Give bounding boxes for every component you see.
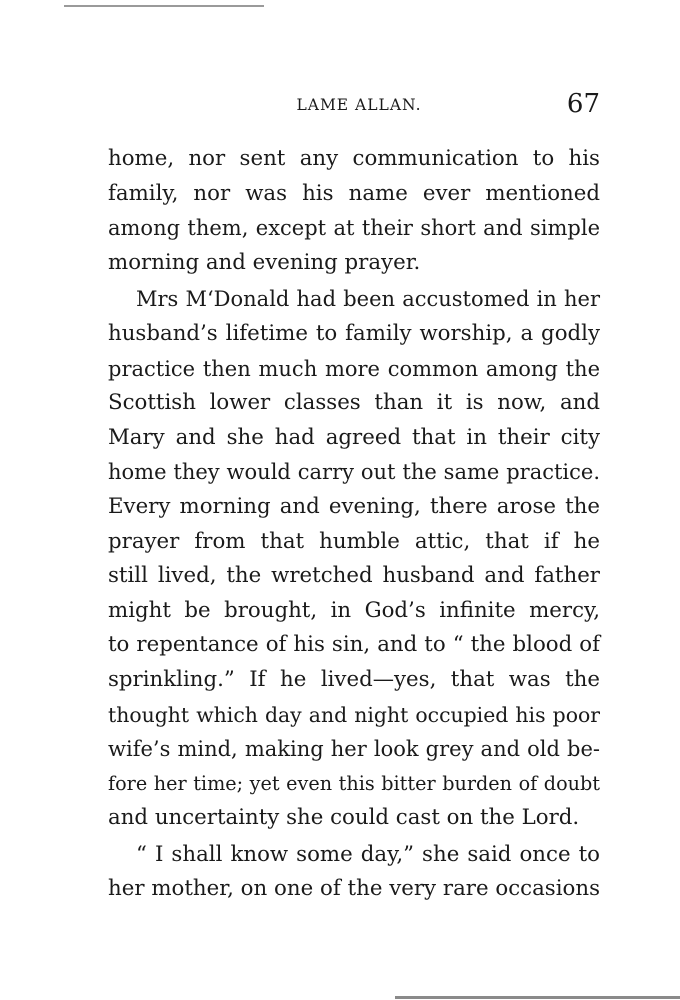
text-line: husband’s lifetime to family worship, a godly: [108, 320, 600, 346]
text-line: Mrs M‘Donald had been accustomed in her: [136, 287, 600, 312]
text-line: morning and evening prayer.: [108, 249, 421, 275]
text-line: thought which day and night occupied his poor: [108, 702, 600, 727]
page-text: [108, 142, 600, 907]
text-line: might be brought, in God’s infinite mercy,: [108, 597, 600, 623]
text-line: still lived, the wretched husband and father: [108, 563, 600, 589]
text-line: her mother, on one of the very rare occasions: [108, 876, 600, 902]
page-number: 67: [566, 89, 600, 119]
text-line: and uncertainty she could cast on the Lord.: [108, 805, 580, 831]
text-line: fore her time; yet even this bitter burden of doubt: [108, 771, 600, 795]
text-line: home, nor sent any communication to his: [108, 146, 600, 171]
text-line: Mary and she had agreed that in their city: [108, 424, 600, 450]
text-line: practice then much more common among the: [108, 356, 600, 381]
text-line: Every morning and evening, there arose the: [108, 493, 600, 519]
text-line: “ I shall know some day,” she said once to: [136, 841, 600, 867]
running-title: LAME ALLAN.: [296, 96, 422, 114]
scan-edge-mark: [64, 5, 264, 7]
text-line: home they would carry out the same practice.: [108, 460, 600, 485]
text-line: among them, except at their short and simple: [108, 216, 600, 241]
text-line: to repentance of his sin, and to “ the blood of: [108, 632, 600, 658]
text-line: sprinkling.” If he lived—yes, that was the: [108, 666, 600, 692]
page-header: [108, 86, 600, 126]
text-line: prayer from that humble attic, that if he: [108, 528, 600, 554]
text-line: wife’s mind, making her look grey and old be-: [108, 737, 600, 762]
scan-edge-mark: [395, 996, 680, 999]
text-line: Scottish lower classes than it is now, and: [108, 390, 600, 416]
text-line: family, nor was his name ever mentioned: [108, 180, 600, 206]
